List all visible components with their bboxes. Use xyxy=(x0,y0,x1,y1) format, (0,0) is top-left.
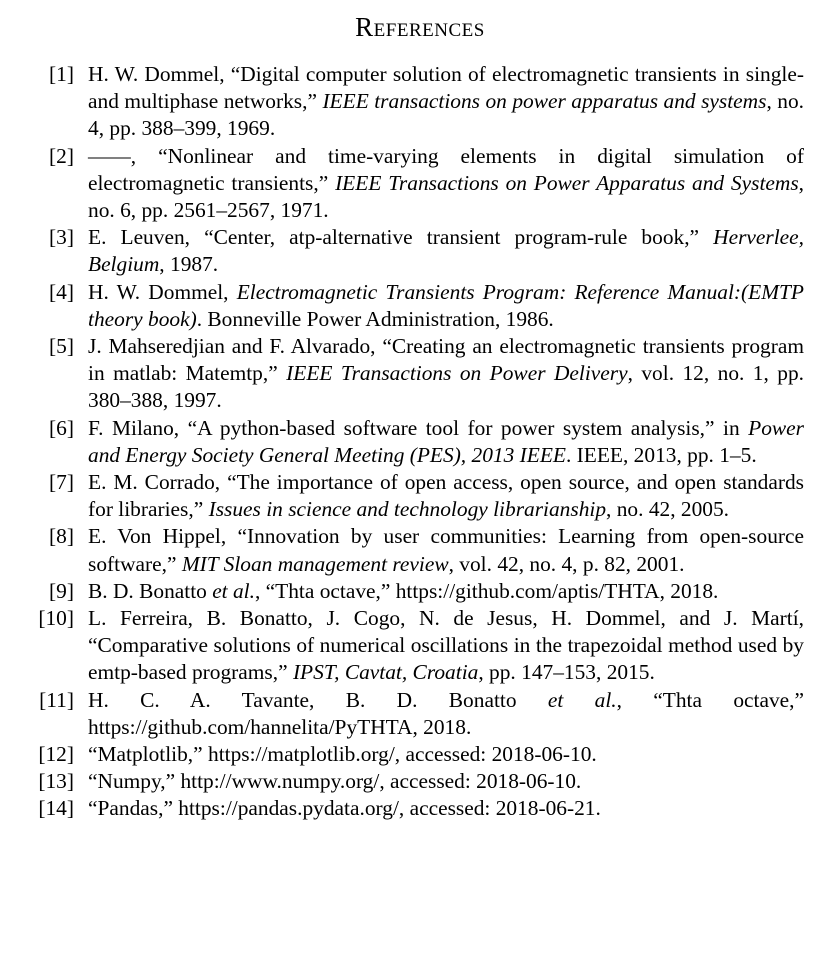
reference-venue: Issues in science and technology librarianship xyxy=(208,497,607,522)
reference-number: [ 13 ] xyxy=(0,768,74,795)
reference-number: [ 11 ] xyxy=(0,687,74,714)
reference-item xyxy=(0,578,840,605)
reference-text: L. Ferreira, B. Bonatto, J. Cogo, N. de Jesus, H. Dommel, and J. Martí, “Comparative solutions of numerical oscillations in the trapezoidal method used by emtp-based programs,” xyxy=(88,606,804,685)
reference-number: [ 14 ] xyxy=(0,795,74,822)
reference-venue: IEEE transactions on power apparatus and systems xyxy=(322,89,767,114)
reference-number: [ 2 ] xyxy=(0,143,74,170)
reference-item xyxy=(0,61,840,143)
reference-item xyxy=(0,224,840,278)
reference-number: [ 9 ] xyxy=(0,578,74,605)
reference-text: E. Leuven, “Center, atp-alternative transient program-rule book,” xyxy=(88,225,714,250)
reference-item xyxy=(0,687,840,741)
reference-venue: MIT Sloan management review xyxy=(181,551,449,576)
reference-number: [ 7 ] xyxy=(0,469,74,496)
reference-text: H. C. A. Tavante, B. D. Bonatto xyxy=(88,687,548,712)
reference-item xyxy=(0,415,840,469)
reference-text: , 1987. xyxy=(159,252,219,277)
reference-text: , “Thta octave,” https://github.com/hannelita/PyTHTA, 2018. xyxy=(88,687,804,739)
reference-number: [ 5 ] xyxy=(0,333,74,360)
reference-venue: IEEE Transactions on Power Delivery xyxy=(286,361,628,386)
reference-item xyxy=(0,605,840,687)
reference-text: , no. 4, pp. 388–399, 1969. xyxy=(88,89,804,141)
reference-number: [ 3 ] xyxy=(0,224,74,251)
reference-venue: IPST, Cavtat, Croatia xyxy=(292,660,479,685)
reference-venue: Herverlee, Belgium xyxy=(88,225,804,277)
reference-venue: Power and Energy Society General Meeting (PES), 2013 IEEE xyxy=(88,415,804,467)
reference-item xyxy=(0,741,840,768)
reference-list xyxy=(0,61,840,823)
reference-number: [ 1 ] xyxy=(0,61,74,88)
reference-item xyxy=(0,469,840,523)
reference-text: E. M. Corrado, “The importance of open access, open source, and open standards for libraries,” xyxy=(88,470,804,522)
reference-item xyxy=(0,279,840,333)
reference-item xyxy=(0,333,840,415)
reference-venue: IEEE Transactions on Power Apparatus and Systems xyxy=(335,170,799,195)
reference-text: , vol. 42, no. 4, p. 82, 2001. xyxy=(448,551,685,576)
reference-text: F. Milano, “A python-based software tool for power system analysis,” in xyxy=(88,415,749,440)
reference-item xyxy=(0,795,840,822)
reference-item xyxy=(0,768,840,795)
reference-item xyxy=(0,143,840,225)
reference-text: , no. 6, pp. 2561–2567, 1971. xyxy=(88,170,805,223)
references-heading: References xyxy=(355,12,485,42)
reference-text: E. Von Hippel, “Innovation by user communities: Learning from open-source software,” xyxy=(88,524,804,576)
reference-text: , pp. 147–153, 2015. xyxy=(478,660,655,685)
reference-venue: et al. xyxy=(547,687,617,712)
reference-number: [ 12 ] xyxy=(0,741,74,768)
reference-number: [ 4 ] xyxy=(0,279,74,306)
reference-text: , “Thta octave,” https://github.com/aptis/THTA, 2018. xyxy=(254,578,719,603)
reference-text: “Numpy,” http://www.numpy.org/, accessed: 2018-06-10. xyxy=(88,769,582,794)
reference-text: “Pandas,” https://pandas.pydata.org/, accessed: 2018-06-21. xyxy=(88,796,601,821)
reference-text: J. Mahseredjian and F. Alvarado, “Creating an electromagnetic transients program in matlab: Matemtp,” xyxy=(88,334,804,386)
reference-text: , no. 42, 2005. xyxy=(606,497,730,522)
reference-number: [ 8 ] xyxy=(0,523,74,550)
reference-text: “Matplotlib,” https://matplotlib.org/, accessed: 2018-06-10. xyxy=(88,742,597,767)
reference-text: B. D. Bonatto xyxy=(88,578,213,603)
reference-text: . IEEE, 2013, pp. 1–5. xyxy=(565,442,757,467)
reference-text: , vol. 12, no. 1, pp. 380–388, 1997. xyxy=(88,361,805,413)
reference-text: H. W. Dommel, xyxy=(88,279,237,304)
reference-number: [ 6 ] xyxy=(0,415,74,442)
reference-item xyxy=(0,523,840,577)
reference-venue: et al. xyxy=(212,578,255,603)
reference-text: H. W. Dommel, “Digital computer solution of electromagnetic transients in single-and multiphase networks,” xyxy=(88,62,804,114)
reference-number: [ 10 ] xyxy=(0,605,74,632)
reference-text: . Bonneville Power Administration, 1986. xyxy=(196,306,554,331)
reference-venue: Electromagnetic Transients Program: Reference Manual:(EMTP theory book) xyxy=(88,279,804,331)
reference-text: ——, “Nonlinear and time-varying elements in digital simulation of electromagnetic transients,” xyxy=(88,143,804,195)
